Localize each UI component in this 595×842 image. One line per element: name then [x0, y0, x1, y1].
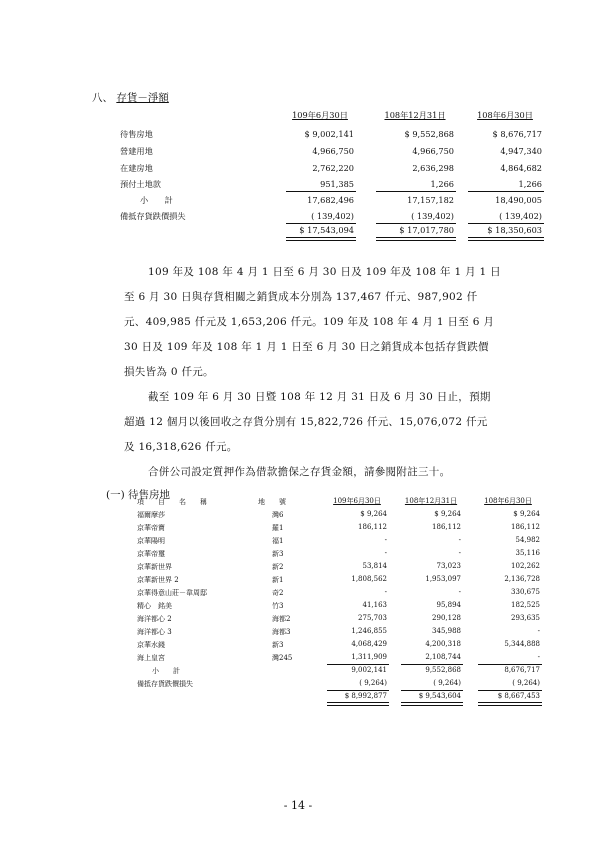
- cell: 2,108,744: [425, 653, 461, 661]
- row-label: 在建房地: [120, 163, 153, 173]
- total-rule: [327, 690, 389, 691]
- cell: ( 139,402): [499, 211, 542, 221]
- cell: 95,894: [436, 601, 461, 609]
- cell: 73,023: [436, 562, 461, 570]
- cell: -: [458, 549, 461, 557]
- cell: 17,157,182: [407, 195, 454, 205]
- row-label: 待售房地: [120, 129, 153, 139]
- property-name: 京華陽明: [137, 537, 165, 545]
- cell: 2,762,220: [312, 163, 354, 173]
- property-name: 精心 銘美: [137, 602, 172, 610]
- paragraph-pledge: 合併公司設定質押作為借款擔保之存貨金額，請參閱附註三十。: [148, 466, 451, 478]
- cell: 345,988: [432, 627, 461, 635]
- text-line: 及 16,318,626 仟元。: [124, 441, 238, 453]
- row-label: 預付土地款: [120, 179, 161, 189]
- cell: 2,136,728: [504, 575, 540, 583]
- cell: ( 9,264): [359, 679, 387, 687]
- table2-loc-header: 地 號: [258, 498, 286, 506]
- table1-col-header: 108年6月30日: [477, 110, 533, 120]
- cell: -: [384, 588, 387, 596]
- property-name: 京華新世界 2: [137, 576, 179, 584]
- row-label: 營建用地: [120, 146, 153, 156]
- property-name: 福爾摩莎: [137, 511, 165, 519]
- land-number: 海都2: [272, 615, 291, 623]
- table2-col-header: 108年12月31日: [404, 497, 458, 505]
- cell: 182,525: [511, 601, 540, 609]
- text-line: 30 日及 109 年及 108 年 1 月 1 日至 6 月 30 日之銷貨成本包括存貨跌價: [124, 341, 489, 353]
- property-name: 海洋都心 3: [137, 628, 172, 636]
- total-cell: $ 9,543,604: [418, 692, 461, 700]
- table2-col-header: 109年6月30日: [333, 497, 381, 505]
- cell: 8,676,717: [504, 666, 540, 674]
- cell: 54,982: [515, 536, 540, 544]
- section-title: [92, 90, 169, 105]
- total-cell: $ 17,543,094: [299, 225, 354, 235]
- double-rule: [468, 237, 544, 241]
- text-line: 截至 109 年 6 月 30 日暨 108 年 12 月 31 日及 6 月 30 日止，預期: [148, 391, 491, 403]
- cell: -: [537, 653, 540, 661]
- land-number: 灣6: [272, 511, 284, 519]
- land-number: 灣245: [272, 654, 293, 662]
- cell: $ 8,676,717: [492, 129, 542, 139]
- land-number: 新3: [272, 550, 284, 558]
- text-line: 損失皆為 0 仟元。: [124, 366, 214, 378]
- text-line: 至 6 月 30 日與存貨相關之銷貨成本分別為 137,467 仟元、987,902 仟: [124, 291, 478, 303]
- cell: 35,116: [515, 549, 540, 557]
- cell: 9,002,141: [351, 666, 387, 674]
- cell: 41,163: [362, 601, 387, 609]
- cell: 1,808,562: [351, 575, 387, 583]
- subtotal-rule: [401, 664, 463, 665]
- cell: 2,636,298: [412, 163, 454, 173]
- table1-col-header: 109年6月30日: [292, 110, 348, 120]
- total-rule: [376, 223, 456, 224]
- property-name: 海洋都心 2: [137, 615, 172, 623]
- cell: $ 9,002,141: [304, 129, 354, 139]
- property-name: 京華水錢: [137, 641, 165, 649]
- cell: 18,490,005: [495, 195, 542, 205]
- land-number: 竹3: [272, 602, 284, 610]
- cell: -: [458, 588, 461, 596]
- subtotal-rule: [327, 664, 389, 665]
- cell: 4,864,682: [500, 163, 542, 173]
- subtotal-rule: [286, 191, 356, 192]
- double-rule: [376, 237, 456, 241]
- cell: 4,947,340: [500, 146, 542, 156]
- cell: 4,966,750: [412, 146, 454, 156]
- row-label: 備抵存貨跌價損失: [120, 211, 186, 221]
- table2-col-header: 108年6月30日: [484, 497, 532, 505]
- double-rule: [478, 702, 542, 706]
- cell: ( 139,402): [311, 211, 354, 221]
- total-rule: [401, 690, 463, 691]
- section-number: 八、: [92, 92, 113, 104]
- cell: 1,953,097: [425, 575, 461, 583]
- cell: ( 139,402): [411, 211, 454, 221]
- double-rule: [286, 237, 356, 241]
- section-heading: 存貨－淨額: [116, 92, 169, 104]
- cell: 1,311,909: [351, 653, 387, 661]
- property-name: 京華得意山莊－韋周邸: [137, 589, 207, 597]
- cell: 186,112: [358, 523, 387, 531]
- double-rule: [327, 702, 389, 706]
- property-name: 海上皇宮: [137, 654, 165, 662]
- property-name: 京華帝璽: [137, 550, 165, 558]
- subtotal-rule: [468, 191, 544, 192]
- page-number: - 14 -: [283, 799, 313, 812]
- total-cell: $ 17,017,780: [399, 225, 454, 235]
- row-label: 小 計: [140, 195, 173, 205]
- cell: $ 9,264: [360, 510, 387, 518]
- land-number: 新1: [272, 576, 284, 584]
- total-rule: [286, 223, 356, 224]
- land-number: 海都3: [272, 628, 291, 636]
- cell: 102,262: [511, 562, 540, 570]
- cell: 1,266: [518, 179, 542, 189]
- cell: 4,966,750: [312, 146, 354, 156]
- land-number: 福1: [272, 537, 284, 545]
- cell: 1,266: [430, 179, 454, 189]
- cell: $ 9,264: [434, 510, 461, 518]
- double-rule: [401, 702, 463, 706]
- cell: -: [458, 536, 461, 544]
- table2-name-header: 項 目 名 稱: [137, 498, 207, 506]
- cell: 5,344,888: [504, 640, 540, 648]
- cell: ( 9,264): [433, 679, 461, 687]
- cell: 17,682,496: [307, 195, 354, 205]
- cell: 293,635: [511, 614, 540, 622]
- cell: ( 9,264): [512, 679, 540, 687]
- text-line: 109 年及 108 年 4 月 1 日至 6 月 30 日及 109 年及 108 年 1 月 1 日: [148, 266, 501, 278]
- cell: 186,112: [511, 523, 540, 531]
- subtotal-rule: [478, 664, 542, 665]
- text-line: 元、409,985 仟元及 1,653,206 仟元。109 年及 108 年 4 月 1 日至 6 月: [124, 316, 495, 328]
- cell: -: [537, 627, 540, 635]
- total-cell: $ 18,350,603: [487, 225, 542, 235]
- total-cell: $ 8,992,877: [344, 692, 387, 700]
- text-line: 超過 12 個月以後回收之存貨分別有 15,822,726 仟元、15,076,072 仟元: [124, 416, 488, 428]
- subsection-title: (一) 待售房地: [106, 489, 171, 501]
- subtotal-rule: [376, 191, 456, 192]
- property-name: 京華新世界: [137, 563, 172, 571]
- property-name: 備抵存貨跌價損失: [137, 680, 193, 688]
- land-number: 新3: [272, 641, 284, 649]
- total-cell: $ 8,667,453: [497, 692, 540, 700]
- cell: 4,200,318: [425, 640, 461, 648]
- cell: 951,385: [320, 179, 354, 189]
- cell: -: [384, 549, 387, 557]
- cell: 186,112: [432, 523, 461, 531]
- cell: 290,128: [432, 614, 461, 622]
- total-rule: [478, 690, 542, 691]
- property-name: 京華帝寶: [137, 524, 165, 532]
- cell: $ 9,264: [513, 510, 540, 518]
- cell: 275,703: [358, 614, 387, 622]
- cell: 1,246,855: [351, 627, 387, 635]
- cell: $ 9,552,868: [404, 129, 454, 139]
- total-rule: [468, 223, 544, 224]
- property-name: 小 計: [152, 667, 180, 675]
- cell: -: [384, 536, 387, 544]
- land-number: 奇2: [272, 589, 284, 597]
- land-number: 新2: [272, 563, 284, 571]
- cell: 330,675: [511, 588, 540, 596]
- land-number: 羅1: [272, 524, 284, 532]
- cell: 53,814: [362, 562, 387, 570]
- table1-col-header: 108年12月31日: [384, 110, 446, 120]
- cell: 9,552,868: [425, 666, 461, 674]
- cell: 4,068,429: [351, 640, 387, 648]
